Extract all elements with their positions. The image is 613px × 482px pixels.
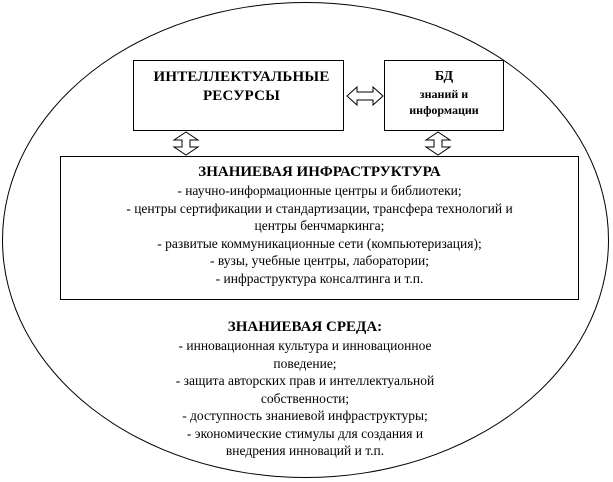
environment-item: - доступность знаниевой инфраструктуры; — [182, 408, 428, 423]
environment-item: - экономические стимулы для создания и — [186, 425, 424, 441]
knowledge-environment-text — [90, 318, 520, 460]
environment-item: - защита авторских прав и интеллектуальной — [175, 373, 435, 388]
environment-item: внедрения инноваций и т.п. — [225, 443, 385, 458]
intellectual-resources-title: ИНТЕЛЛЕКТУАЛЬНЫЕ РЕСУРСЫ — [153, 69, 330, 104]
infrastructure-item: - научно-информационные центры и библиотеки; — [177, 183, 462, 198]
infrastructure-item: - вузы, учебные центры, лаборатории; — [210, 253, 429, 268]
infrastructure-title: ЗНАНИЕВАЯ ИНФРАСТРУКТУРА — [198, 164, 441, 180]
resources-infra-double-arrow — [174, 132, 198, 155]
infrastructure-item: центры бенчмаркинга; — [254, 218, 385, 233]
database-subtitle-line: знаний и — [419, 87, 469, 101]
infrastructure-item: - развитые коммуникационные сети (компьютеризация); — [157, 235, 482, 251]
environment-item: - инновационная культура и инновационное — [178, 338, 432, 353]
resources-db-double-arrow — [347, 87, 383, 105]
environment-item: поведение; — [273, 355, 337, 371]
database-title: БД — [434, 69, 454, 84]
infrastructure-item: - инфраструктура консалтинга и т.п. — [215, 270, 424, 286]
knowledge-database-box — [384, 60, 504, 131]
knowledge-infrastructure-box — [60, 156, 579, 300]
intellectual-resources-box — [133, 60, 344, 131]
environment-title: ЗНАНИЕВАЯ СРЕДА: — [227, 319, 383, 335]
environment-item: собственности; — [260, 390, 350, 406]
database-subtitle-line: информации — [409, 103, 479, 117]
db-infra-double-arrow — [426, 132, 450, 155]
infrastructure-item: - центры сертификации и стандартизации, трансфера технологий и — [126, 200, 513, 216]
